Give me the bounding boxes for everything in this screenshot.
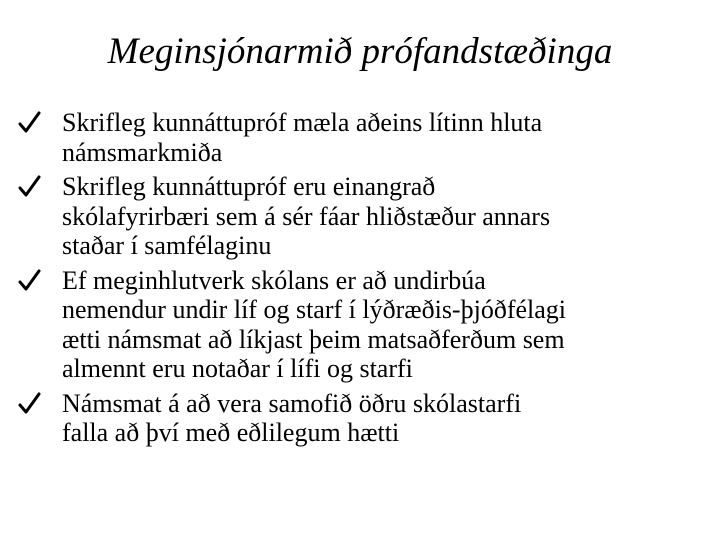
bullet-text-line: almennt eru notaðar í lífi og starfi [62, 354, 413, 383]
bullet-text-line: skólafyrirbæri sem á sér fáar hliðstæður annars [62, 201, 551, 231]
bullet-text-line: námsmarkmiða [62, 137, 223, 167]
checkmark-icon [18, 172, 42, 201]
bullet-list [18, 108, 708, 448]
bullet-text-line: falla að því með eðlilegum hætti [62, 418, 400, 447]
bullet-text-line: Skrifleg kunnáttupróf mæla aðeins lítinn hluta [62, 108, 543, 137]
bullet-text-line: nemendur undir líf og starf í lýðræðis-þjóðfélagi [62, 295, 567, 324]
bullet-item [18, 108, 708, 167]
checkmark-icon [18, 389, 42, 418]
bullet-item [18, 172, 708, 261]
checkmark-icon [18, 108, 42, 137]
bullet-item [18, 389, 708, 448]
bullet-text-line: Skrifleg kunnáttupróf eru einangrað [62, 172, 436, 201]
checkmark-icon [18, 266, 42, 295]
bullet-text-line: staðar í samfélaginu [62, 231, 272, 260]
bullet-text-line: Námsmat á að vera samofið öðru skólastarfi [62, 388, 522, 418]
bullet-text-line: ætti námsmat að líkjast þeim matsaðferðum sem [62, 324, 565, 354]
slide-title: Meginsjónarmið prófandstæðinga [107, 31, 613, 72]
bullet-item [18, 266, 708, 384]
bullet-text-line: Ef meginhlutverk skólans er að undirbúa [62, 265, 486, 295]
